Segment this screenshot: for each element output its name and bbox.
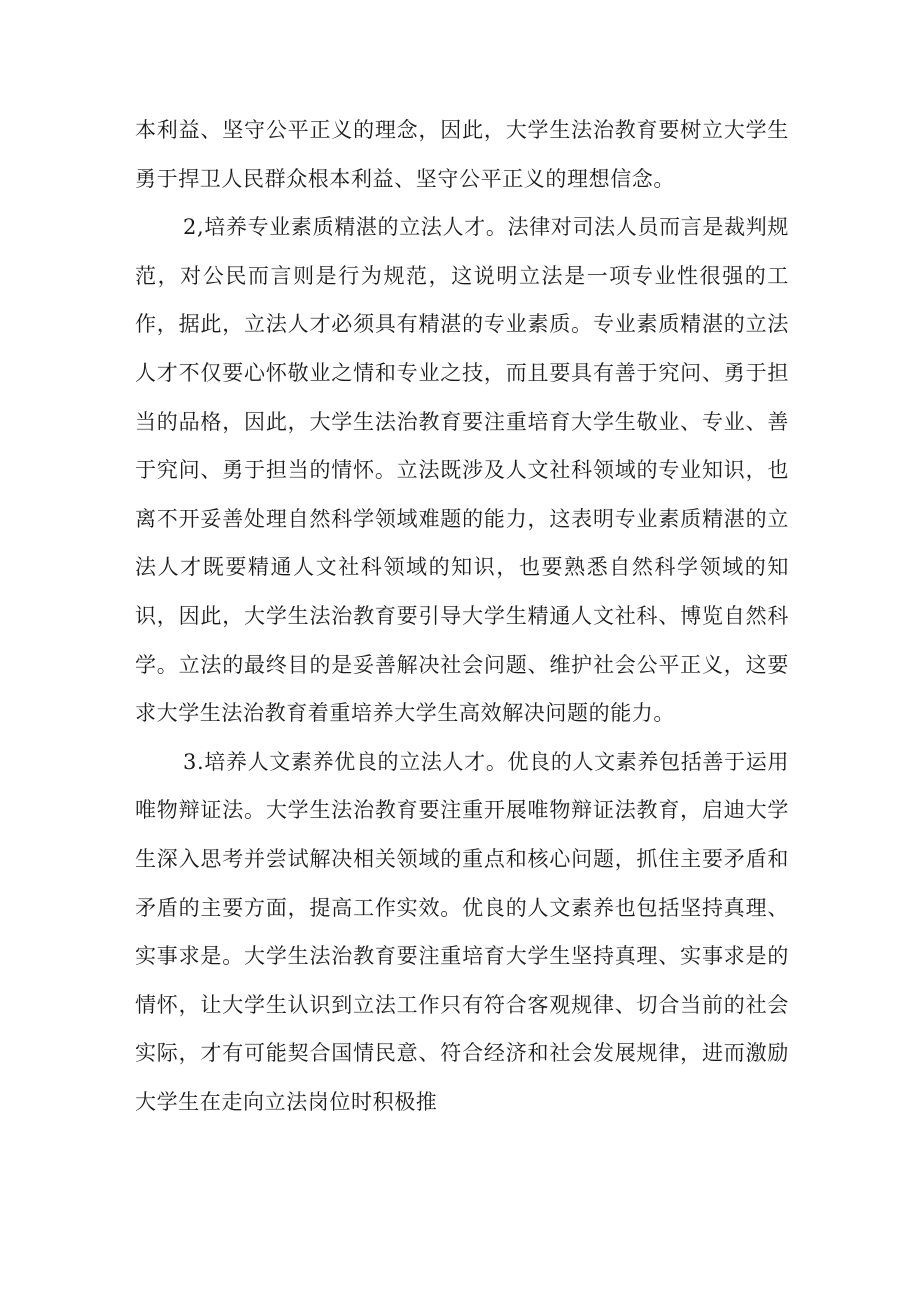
body-text <box>135 106 789 1126</box>
paragraph-2-legislative-professional <box>135 203 789 738</box>
paragraph-text: 2,培养专业素质精湛的立法人才。法律对司法人员而言是裁判规范，对公民而言则是行为规范，这说明立法是一项专业性很强的工作，据此，立法人才必须具有精湛的专业素质。专业素质精湛的立法人才不仅要心怀敬业之情和专业之技，而且要具有善于究问、勇于担当的品格，因此，大学生法治教育要注重培育大学生敬业、专业、善于究问、勇于担当的情怀。立法既涉及人文社科领域的专业知识，也离不开妥善处理自然科学领域难题的能力，这表明专业素质精湛的立法人才既要精通人文社科领域的知识，也要熟悉自然科学领域的知识，因此，大学生法治教育要引导大学生精通人文社科、博览自然科学。立法的最终目的是妥善解决社会问题、维护社会公平正义，这要求大学生法治教育着重培养大学生高效解决问题的能力。 <box>135 215 789 726</box>
paragraph-text: 本利益、坚守公平正义的理念，因此，大学生法治教育要树立大学生勇于捍卫人民群众根本利益、坚守公平正义的理想信念。 <box>135 118 789 191</box>
paragraph-continued <box>135 106 789 203</box>
paragraph-text: 3.培养人文素养优良的立法人才。优良的人文素养包括善于运用唯物辩证法。大学生法治教育要注重开展唯物辩证法教育，启迪大学生深入思考并尝试解决相关领域的重点和核心问题，抓住主要矛盾和矛盾的主要方面，提高工作实效。优良的人文素养也包括坚持真理、实事求是。大学生法治教育要注重培育大学生坚持真理、实事求是的情怀，让大学生认识到立法工作只有符合客观规律、切合当前的社会实际，才有可能契合国情民意、符合经济和社会发展规律，进而激励大学生在走向立法岗位时积极推 <box>135 749 789 1114</box>
paragraph-3-legislative-humanities <box>135 738 789 1127</box>
